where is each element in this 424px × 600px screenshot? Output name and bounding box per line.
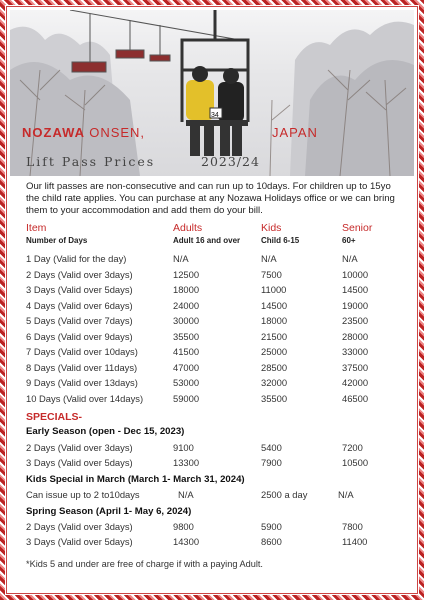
headline-onsen: ONSEN,: [89, 125, 146, 140]
col-item-header: Item: [26, 222, 47, 234]
row-item: 4 Days (Valid over 6days): [26, 299, 133, 311]
row-adults: 18000: [173, 284, 200, 295]
subheader-kids: Child 6-15: [261, 236, 300, 245]
row-senior: 28000: [342, 330, 369, 342]
row-adults: 47000: [173, 361, 200, 373]
row-item: 7 Days (Valid over 10days): [26, 346, 138, 357]
table-row: [0, 253, 424, 267]
row-senior: N/A: [342, 253, 358, 264]
hero-photo: [10, 10, 414, 176]
row-adults: N/A: [178, 489, 194, 500]
row-senior: 46500: [342, 392, 369, 404]
table-row: [0, 269, 424, 283]
table-row: [0, 331, 424, 345]
row-kids: 32000: [261, 377, 288, 388]
row-adults: 24000: [173, 299, 200, 311]
row-item: Can issue up to 2 to10days: [26, 489, 140, 500]
subheader-adults: Adult 16 and over: [173, 236, 241, 245]
row-item: 8 Days (Valid over 11days): [26, 361, 138, 373]
table-row: [0, 489, 424, 503]
row-adults: 9800: [173, 521, 194, 532]
row-senior: N/A: [338, 489, 354, 500]
row-item: 3 Days (Valid over 5days): [26, 284, 133, 295]
row-senior: 42000: [342, 377, 369, 388]
table-row: [0, 362, 424, 376]
chair-number: 34: [211, 112, 219, 119]
row-adults: 53000: [173, 377, 200, 388]
row-kids: 25000: [261, 346, 288, 357]
row-adults: 13300: [173, 457, 200, 468]
row-kids: 8600: [261, 536, 282, 547]
row-kids: 18000: [261, 315, 288, 326]
row-senior: 23500: [342, 315, 369, 326]
row-item: 10 Days (Valid over 14days): [26, 392, 144, 404]
col-senior-header: Senior: [342, 222, 373, 234]
row-item: 2 Days (Valid over 3days): [26, 521, 133, 532]
table-row: [0, 393, 424, 407]
row-adults: 12500: [173, 268, 200, 280]
col-adults-header: Adults: [173, 222, 203, 234]
kids-march-title: Kids Special in March (March 1- March 31, 2024): [26, 474, 245, 485]
row-senior: 33000: [342, 346, 369, 357]
row-adults: 14300: [173, 536, 200, 547]
row-kids: 7500: [261, 268, 282, 280]
table-row: [0, 315, 424, 329]
table-row: [0, 442, 424, 456]
row-kids: 2500 a day: [261, 489, 308, 500]
row-senior: 19000: [342, 299, 369, 311]
season-year: 2023/24: [201, 154, 260, 169]
row-kids: 5900: [261, 521, 282, 532]
table-row: [0, 457, 424, 471]
row-senior: 7200: [342, 442, 363, 453]
row-kids: 14500: [261, 299, 288, 311]
table-row: [0, 300, 424, 314]
row-kids: 21500: [261, 330, 288, 342]
table-row: [0, 346, 424, 360]
row-item: 9 Days (Valid over 13days): [26, 377, 138, 388]
table-row: [0, 377, 424, 391]
intro-paragraph: Our lift passes are non-consecutive and can run up to 10days. For children up to 15yo the child rate applies. You can purchase at any Nozawa Holidays office or we can bring them to your accommodation and add them do your bill.: [26, 181, 395, 217]
row-item: 6 Days (Valid over 9days): [26, 330, 133, 342]
row-kids: 11000: [261, 284, 287, 295]
row-senior: 10500: [342, 457, 369, 468]
subheader-senior: 60+: [342, 236, 356, 245]
col-kids-header: Kids: [261, 222, 282, 234]
headline-nozawa: NOZAWA: [22, 125, 85, 140]
row-item: 3 Days (Valid over 5days): [26, 536, 133, 547]
row-senior: 37500: [342, 361, 369, 373]
ski-lift-illustration: [10, 10, 414, 176]
row-item: 3 Days (Valid over 5days): [26, 457, 133, 468]
row-item: 5 Days (Valid over 7days): [26, 315, 133, 326]
table-row: [0, 536, 424, 550]
row-item: 2 Days (Valid over 3days): [26, 442, 133, 453]
table-row: [0, 284, 424, 298]
row-senior: 7800: [342, 521, 363, 532]
spring-season-title: Spring Season (April 1- May 6, 2024): [26, 506, 192, 517]
headline-japan: JAPAN: [272, 125, 318, 140]
row-adults: 35500: [173, 330, 200, 342]
row-senior: 14500: [342, 284, 369, 295]
row-kids: 35500: [261, 392, 288, 404]
row-adults: 9100: [173, 442, 194, 453]
row-adults: N/A: [173, 253, 189, 264]
row-senior: 11400: [342, 536, 368, 547]
row-kids: 28500: [261, 361, 288, 373]
row-item: 1 Day (Valid for the day): [26, 253, 127, 264]
row-item: 2 Days (Valid over 3days): [26, 268, 133, 280]
row-senior: 10000: [342, 268, 369, 280]
table-row: [0, 521, 424, 535]
early-season-title: Early Season (open - Dec 15, 2023): [26, 426, 185, 437]
specials-title: SPECIALS-: [26, 411, 83, 423]
subheader-days: Number of Days: [26, 236, 88, 245]
footnote: *Kids 5 and under are free of charge if with a paying Adult.: [26, 559, 263, 569]
row-kids: 7900: [261, 457, 282, 468]
row-kids: N/A: [261, 253, 277, 264]
row-adults: 41500: [173, 346, 200, 357]
subtitle-text: Lift Pass Prices: [26, 154, 156, 169]
row-adults: 59000: [173, 392, 200, 404]
headline: [22, 125, 402, 140]
row-kids: 5400: [261, 442, 282, 453]
row-adults: 30000: [173, 315, 200, 326]
subtitle: [26, 154, 406, 169]
